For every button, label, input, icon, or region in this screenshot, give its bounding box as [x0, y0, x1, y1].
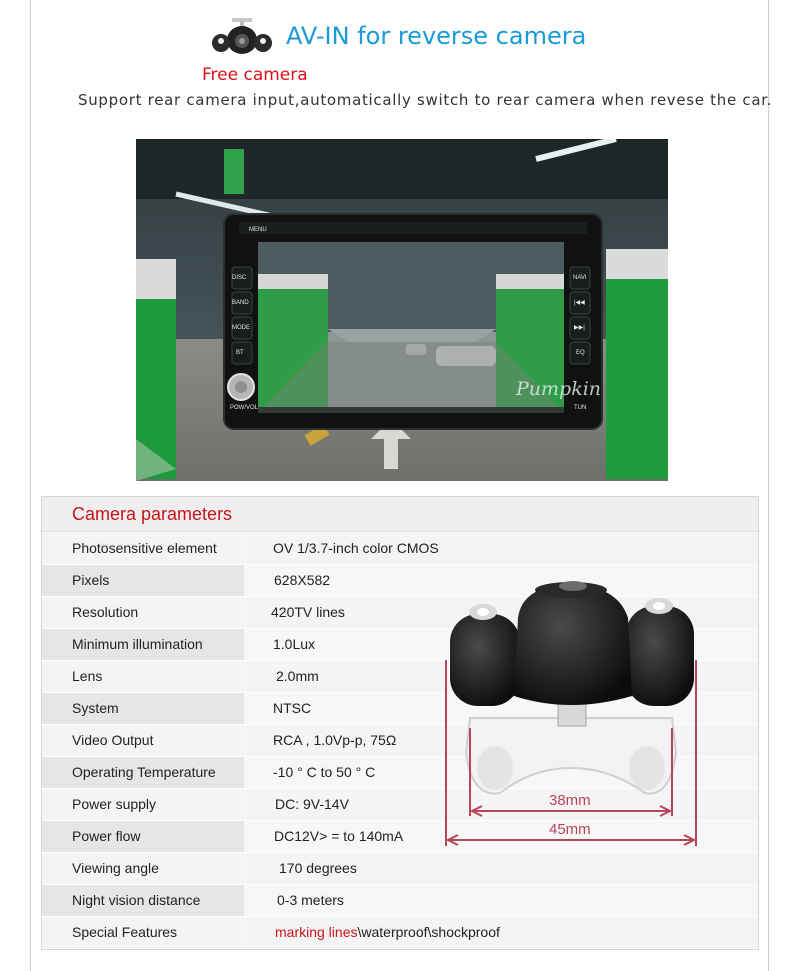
- param-value: OV 1/3.7-inch color CMOS: [273, 540, 439, 556]
- feature-description: Support rear camera input,automatically switch to rear camera when revese the car.: [78, 91, 773, 109]
- param-value: DC12V> = to 140mA: [274, 828, 404, 844]
- unit-mode-label: MODE: [232, 325, 250, 331]
- param-value: [275, 924, 500, 940]
- param-value: 2.0mm: [276, 668, 319, 684]
- unit-tun-label: TUN: [574, 405, 587, 411]
- param-key: Viewing angle: [72, 860, 159, 876]
- param-key: System: [72, 700, 119, 716]
- param-value: NTSC: [273, 700, 312, 716]
- page-title: AV-IN for reverse camera: [286, 22, 587, 50]
- param-value: 1.0Lux: [273, 636, 316, 652]
- brand-watermark: Pumpkin: [516, 378, 602, 400]
- free-camera-badge: Free camera: [202, 65, 308, 85]
- unit-prev-label: |◀◀: [574, 300, 585, 306]
- camera-thumbnail-icon: [210, 16, 274, 58]
- unit-eq-label: EQ: [576, 350, 585, 356]
- param-key: Resolution: [72, 604, 139, 620]
- unit-band-label: BAND: [232, 300, 249, 306]
- outer-width-label: 45mm: [549, 821, 591, 838]
- param-value: 170 degrees: [279, 860, 357, 876]
- table-row: [42, 917, 758, 949]
- param-value: DC: 9V-14V: [275, 796, 349, 812]
- rear-camera-dimension-image: [440, 578, 702, 850]
- unit-knob-label: POW/VOL: [230, 405, 259, 411]
- param-value: 420TV lines: [271, 604, 345, 620]
- table-row: [42, 853, 758, 885]
- param-value: 0-3 meters: [277, 892, 344, 908]
- garage-scene-illustration: [136, 139, 668, 481]
- param-key: Operating Temperature: [72, 764, 216, 780]
- unit-disc-label: DISC: [232, 275, 247, 281]
- param-key: Pixels: [72, 572, 110, 588]
- parameters-heading: [42, 497, 758, 532]
- unit-menu-label: MENU: [249, 227, 267, 233]
- unit-navi-label: NAVI: [573, 275, 587, 281]
- special-feature-rest: \waterproof\shockproof: [357, 924, 500, 940]
- param-value: 628X582: [274, 572, 331, 588]
- param-key: Photosensitive element: [72, 540, 217, 556]
- unit-next-label: ▶▶|: [574, 325, 585, 331]
- param-key: Video Output: [72, 732, 154, 748]
- table-row: [42, 885, 758, 917]
- param-key: Power flow: [72, 828, 141, 844]
- inner-width-label: 38mm: [549, 792, 591, 809]
- param-key: Power supply: [72, 796, 157, 812]
- param-value: -10 ° C to 50 ° C: [273, 764, 376, 780]
- table-row: [42, 533, 758, 565]
- product-photo: [136, 139, 668, 481]
- param-key: Night vision distance: [72, 892, 201, 908]
- param-value: RCA , 1.0Vp-p, 75Ω: [273, 732, 397, 748]
- param-key: Minimum illumination: [72, 636, 203, 652]
- param-key: Lens: [72, 668, 103, 684]
- param-key: Special Features: [72, 924, 178, 940]
- parameters-heading-text: Camera parameters: [72, 504, 233, 524]
- special-feature-highlight: marking lines: [275, 924, 358, 940]
- unit-bt-label: BT: [236, 350, 244, 356]
